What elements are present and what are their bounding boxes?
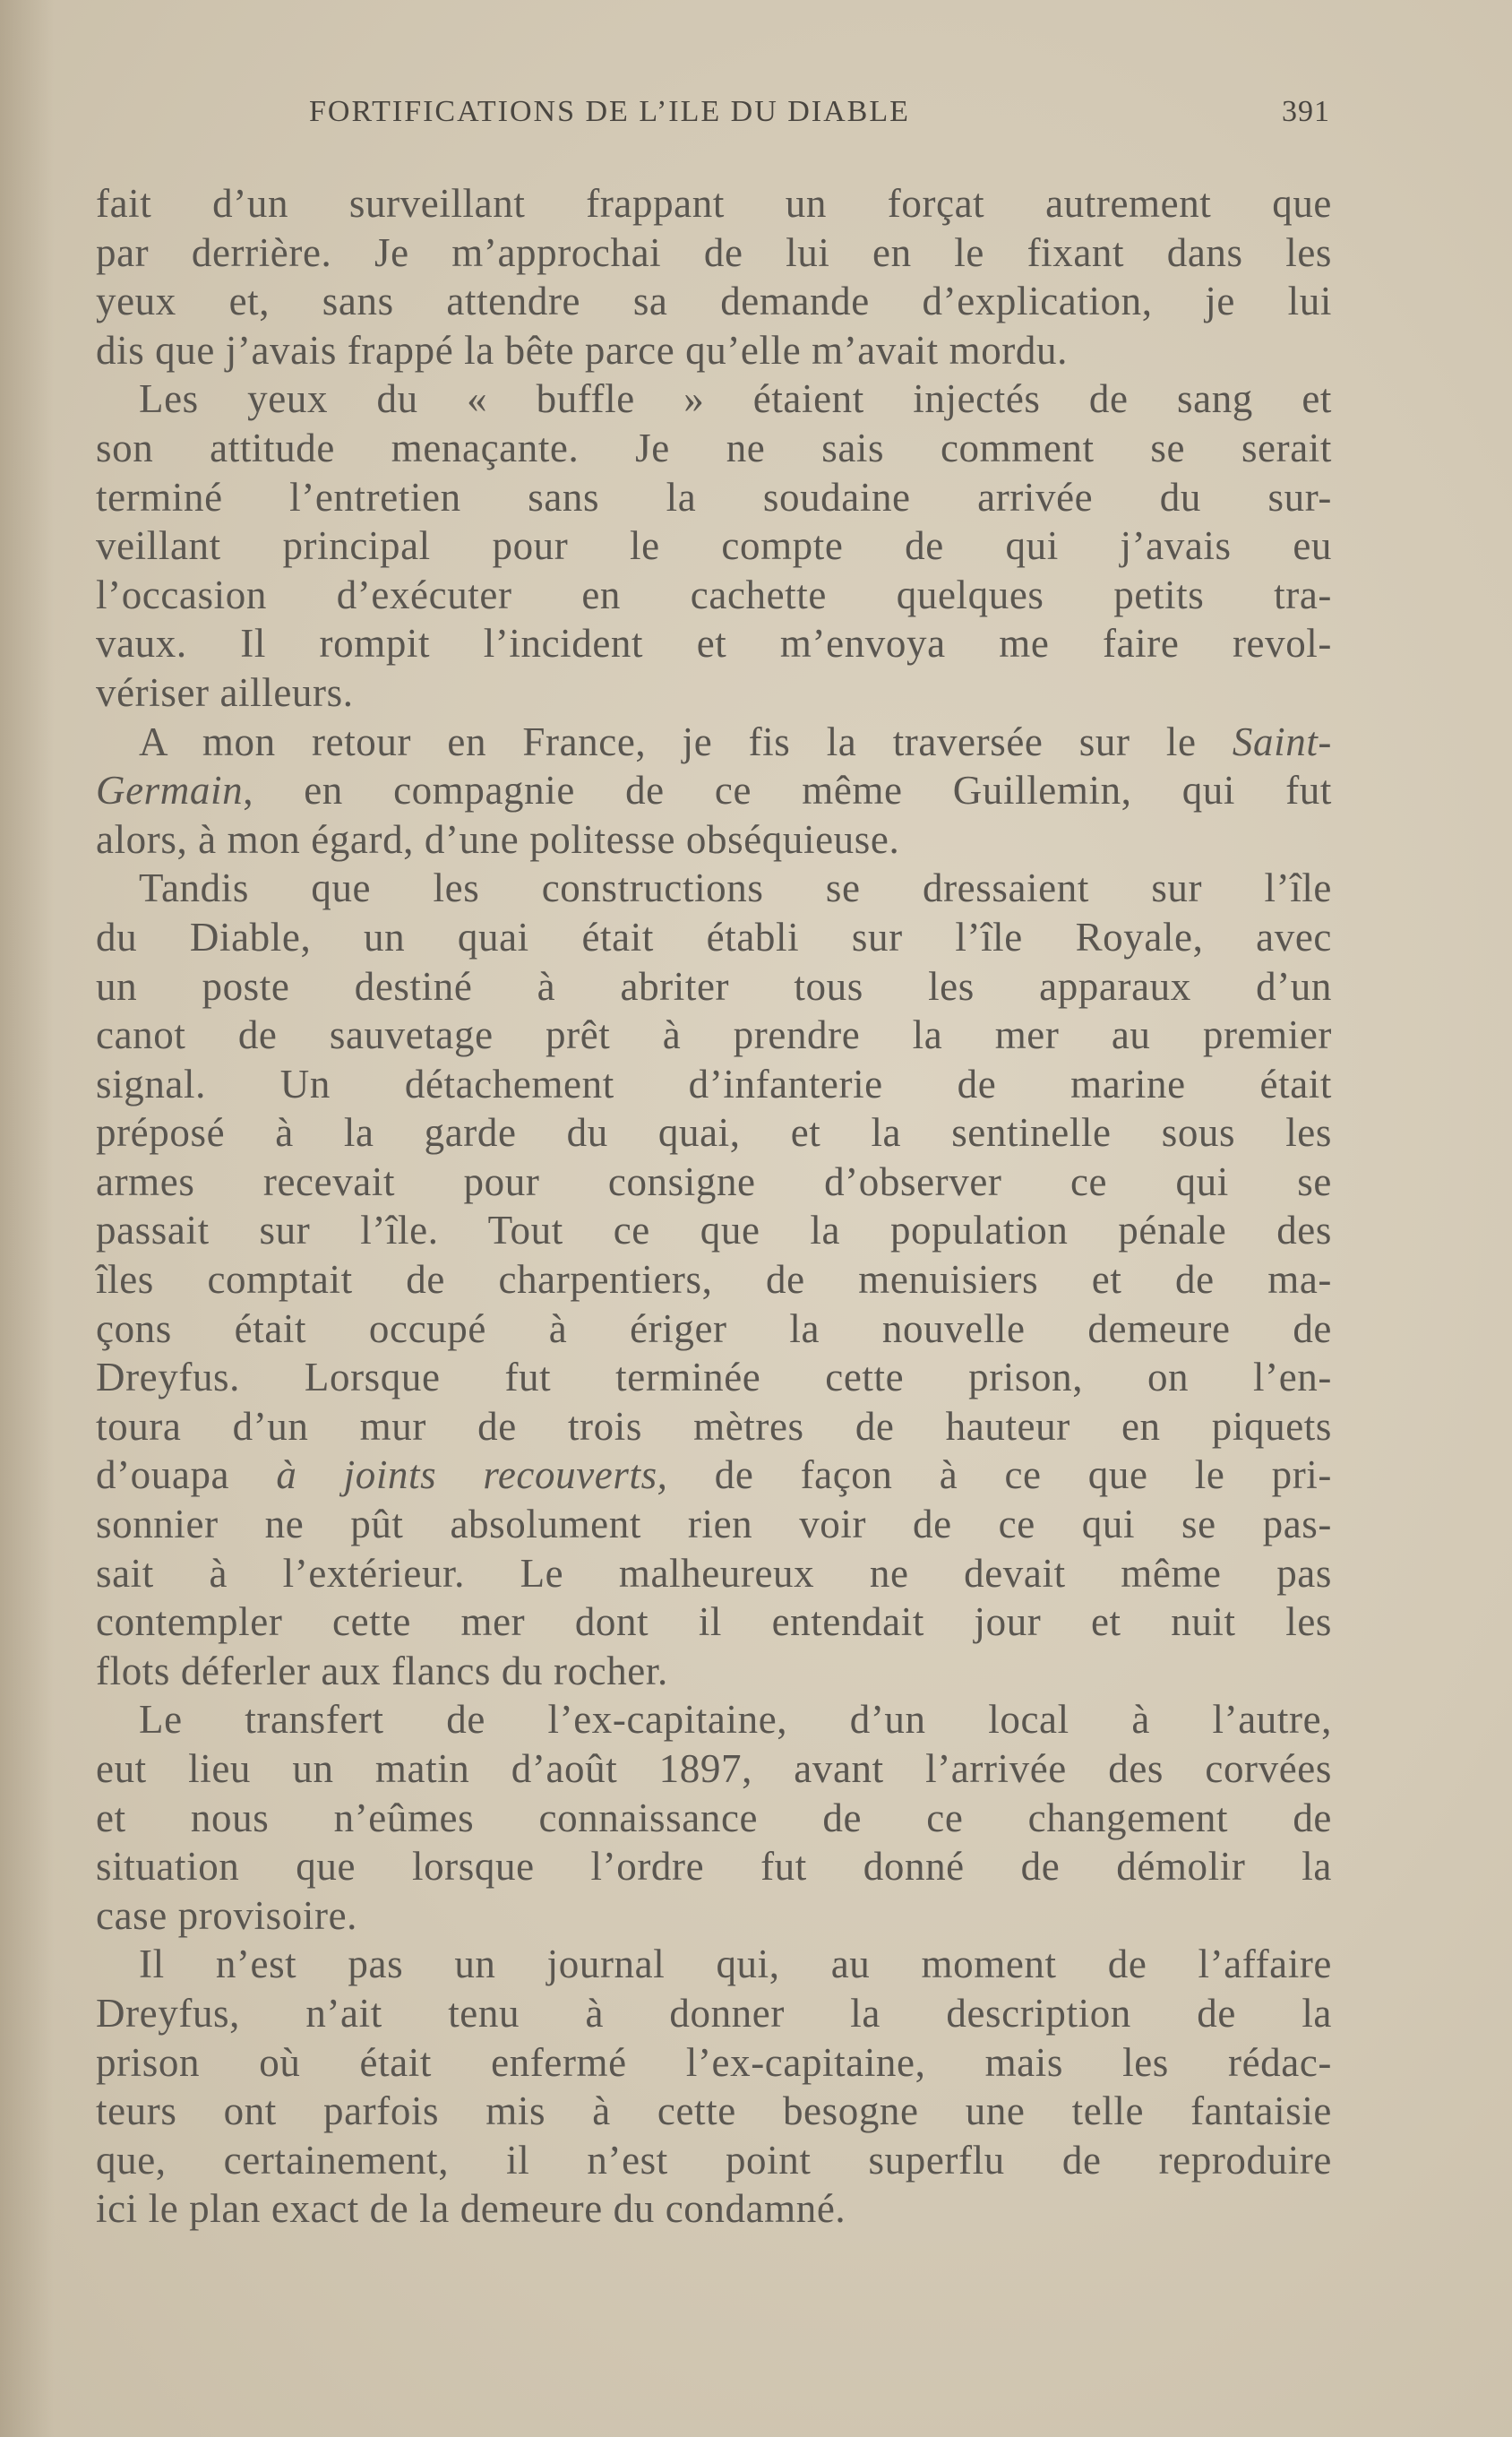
text-fragment: , en compagnie de ce même Guillemin, qui fut	[243, 768, 1332, 814]
ship-name-italic: Germain	[96, 768, 244, 814]
text-line	[96, 766, 1332, 815]
text-line: Les yeux du « buffle » étaient injectés de sang et	[139, 376, 1332, 422]
text-line: canot de sauvetage prêt à prendre la mer au premier	[96, 1012, 1332, 1058]
text-line: sait à l’extérieur. Le malheureux ne devait même pas	[96, 1550, 1332, 1596]
text-line: vériser ailleurs.	[96, 669, 354, 715]
text-line: Dreyfus. Lorsque fut terminée cette prison, on l’en-	[96, 1355, 1332, 1400]
text-line: vaux. Il rompit l’incident et m’envoya me faire revol-	[96, 621, 1332, 667]
text-line: sonnier ne pût absolument rien voir de ce qui se pas-	[96, 1502, 1332, 1547]
text-line: préposé à la garde du quai, et la sentinelle sous les	[96, 1110, 1332, 1156]
text-line: Il n’est pas un journal qui, au moment de l’affaire	[139, 1942, 1332, 1987]
text-line: alors, à mon égard, d’une politesse obséquieuse.	[96, 816, 900, 862]
text-line: du Diable, un quai était établi sur l’île Royale, avec	[96, 914, 1332, 960]
text-line: toura d’un mur de trois mètres de hauteur en piquets	[96, 1403, 1332, 1449]
italic-phrase: à joints recouverts,	[276, 1452, 668, 1498]
text-line: teurs ont parfois mis à cette besogne une telle fantaisie	[96, 2088, 1332, 2134]
text-line	[96, 718, 1332, 767]
text-line: son attitude menaçante. Je ne sais comment se serait	[96, 425, 1332, 470]
text-fragment: d’ouapa	[96, 1452, 230, 1498]
text-line: armes recevait pour consigne d’observer ce qui se	[96, 1158, 1332, 1204]
text-line: Le transfert de l’ex-capitaine, d’un local à l’autre,	[139, 1697, 1332, 1743]
text-line: veillant principal pour le compte de qui j’avais eu	[96, 523, 1332, 569]
text-fragment: de façon à ce que le pri-	[714, 1452, 1332, 1498]
page-header	[309, 95, 1330, 134]
text-line: Tandis que les constructions se dressaient sur l’île	[139, 865, 1332, 911]
text-line: passait sur l’île. Tout ce que la population pénale des	[96, 1208, 1332, 1253]
text-line: terminé l’entretien sans la soudaine arrivée du sur-	[96, 474, 1332, 520]
text-line: par derrière. Je m’approchai de lui en le fixant dans les	[96, 229, 1332, 275]
text-line: dis que j’avais frappé la bête parce qu’elle m’avait mordu.	[96, 327, 1068, 373]
text-line: eut lieu un matin d’août 1897, avant l’arrivée des corvées	[96, 1746, 1332, 1791]
text-line: çons était occupé à ériger la nouvelle demeure de	[96, 1305, 1332, 1351]
text-line: situation que lorsque l’ordre fut donné de démolir la	[96, 1844, 1332, 1890]
ship-name-italic: Saint-	[1232, 719, 1333, 764]
text-line: un poste destiné à abriter tous les apparaux d’un	[96, 963, 1332, 1009]
text-line: signal. Un détachement d’infanterie de marine était	[96, 1061, 1332, 1107]
text-line: Dreyfus, n’ait tenu à donner la description de la	[96, 1990, 1332, 2036]
text-line: contempler cette mer dont il entendait jour et nuit les	[96, 1599, 1332, 1645]
text-line: que, certainement, il n’est point superflu de reproduire	[96, 2137, 1332, 2183]
text-line: fait d’un surveillant frappant un forçat autrement que	[96, 181, 1332, 226]
text-line: ici le plan exact de la demeure du condamné.	[96, 2186, 846, 2232]
page-edge-shadow	[0, 0, 54, 2437]
text-line: yeux et, sans attendre sa demande d’explication, je lui	[96, 279, 1332, 324]
running-title: FORTIFICATIONS DE L’ILE DU DIABLE	[309, 95, 910, 128]
text-line	[96, 1451, 1332, 1500]
text-line: l’occasion d’exécuter en cachette quelques petits tra-	[96, 572, 1332, 617]
text-line: et nous n’eûmes connaissance de ce changement de	[96, 1795, 1332, 1840]
page-number: 391	[1282, 95, 1330, 128]
text-line: îles comptait de charpentiers, de menuisiers et de ma-	[96, 1257, 1332, 1303]
text-line: prison où était enfermé l’ex-capitaine, mais les rédac-	[96, 2039, 1332, 2085]
text-line: flots déferler aux flancs du rocher.	[96, 1648, 668, 1693]
body-text	[96, 179, 1332, 2234]
text-fragment: A mon retour en France, je fis la traversée sur le	[139, 719, 1197, 764]
text-line: case provisoire.	[96, 1892, 357, 1938]
